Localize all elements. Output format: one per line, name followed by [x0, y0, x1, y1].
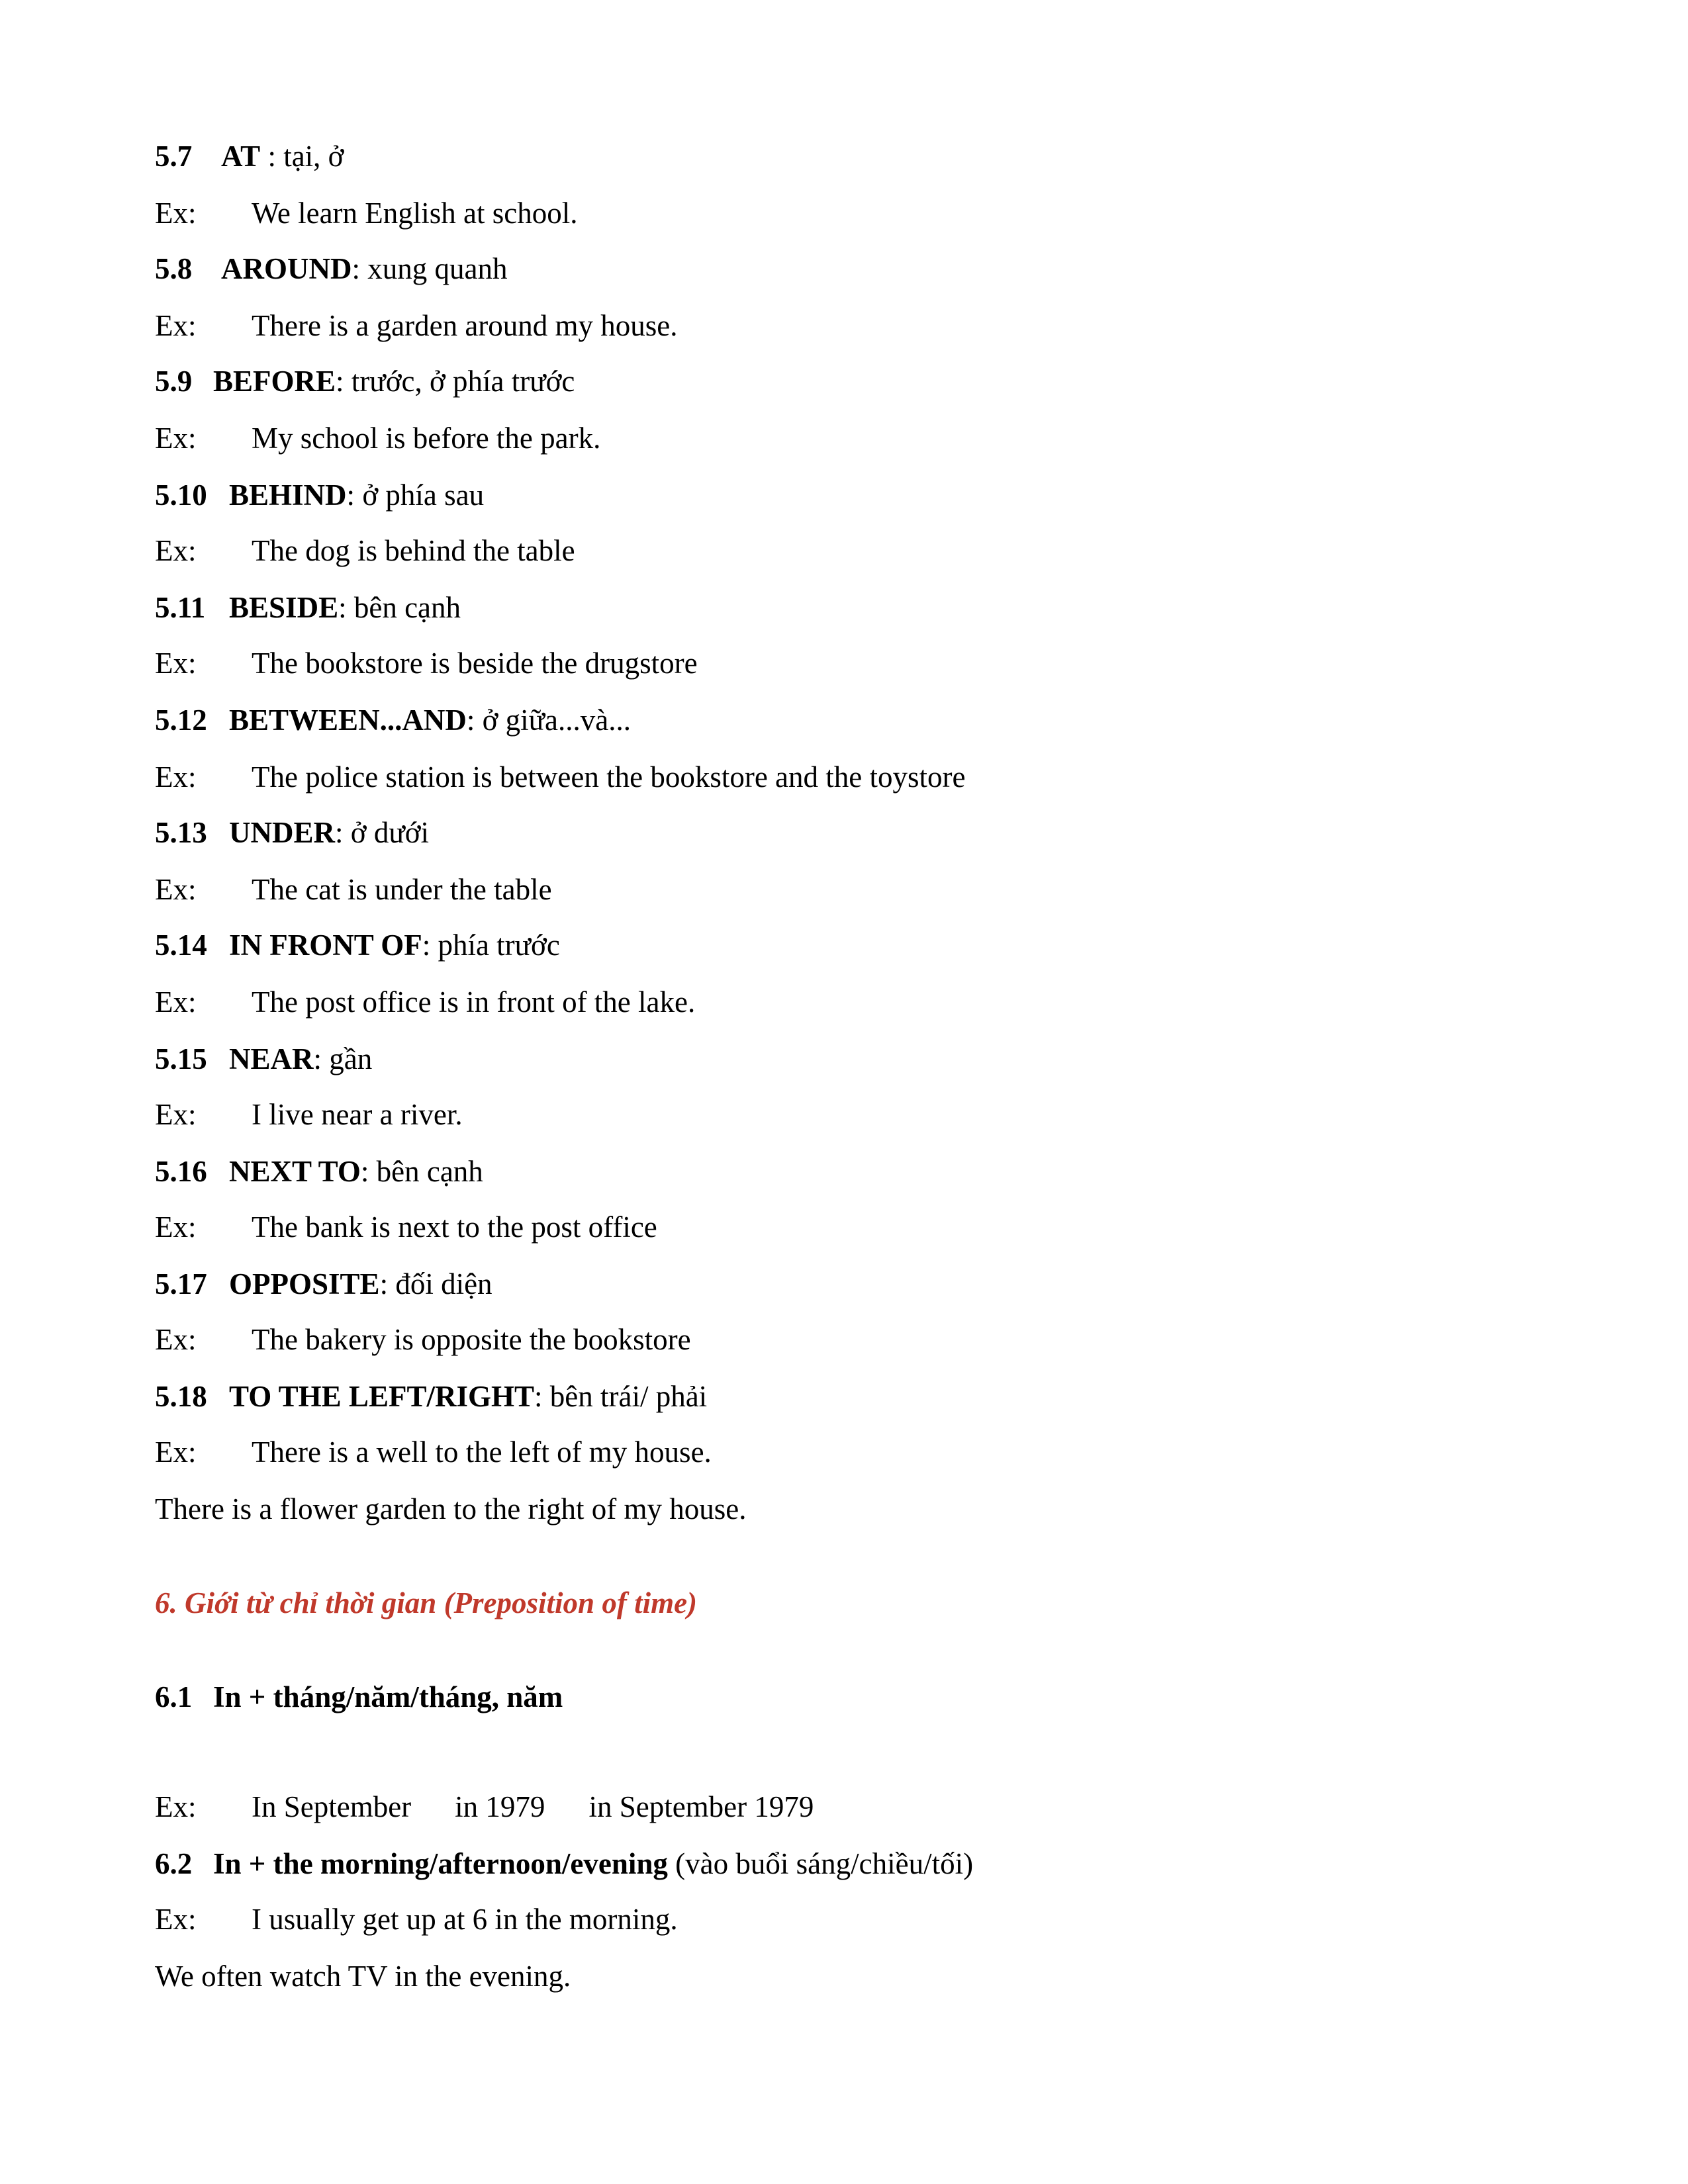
entry-number: 5.16	[155, 1155, 207, 1188]
ex-label: Ex:	[155, 309, 197, 342]
entry-number: 5.17	[155, 1267, 207, 1300]
entry-example-5-15	[155, 1096, 463, 1133]
example-text: The bookstore is beside the drugstore	[252, 647, 698, 680]
entry-separator: :	[352, 252, 368, 285]
example-text: The police station is between the bookstore and the toystore	[252, 760, 966, 794]
entry-term: NEAR	[229, 1042, 314, 1075]
entry-example-5-18	[155, 1433, 712, 1471]
entry-heading-5-8	[155, 250, 508, 287]
entry-example-6-2	[155, 1901, 678, 1938]
entry-meaning: (vào buổi sáng/chiều/tối)	[675, 1847, 974, 1880]
ex-label: Ex:	[155, 1435, 197, 1469]
ex-label: Ex:	[155, 1323, 197, 1356]
entry-term: OPPOSITE	[229, 1267, 380, 1300]
example-text: We learn English at school.	[252, 197, 578, 230]
entry-number: 5.10	[155, 478, 207, 512]
entry-example-5-8	[155, 307, 678, 344]
entry-heading-5-11	[155, 589, 461, 626]
entry-separator: :	[336, 365, 352, 398]
entry-example-5-17	[155, 1321, 691, 1358]
entry-separator: :	[360, 1155, 377, 1188]
entry-number: 6.1	[155, 1680, 193, 1713]
entry-term: In + tháng/năm/tháng, năm	[213, 1680, 563, 1713]
entry-number: 5.9	[155, 365, 193, 398]
example-text: I live near a river.	[252, 1098, 463, 1131]
example-text: The post office is in front of the lake.	[252, 985, 696, 1019]
entry-term: TO THE LEFT/RIGHT	[229, 1380, 534, 1413]
entry-separator: :	[422, 929, 438, 962]
entry-example-6-1	[155, 1788, 814, 1825]
entry-term: AT	[221, 140, 261, 173]
entry-heading-5-15	[155, 1040, 372, 1077]
ex-label: Ex:	[155, 1790, 197, 1823]
ex-label: Ex:	[155, 1210, 197, 1244]
entry-separator: :	[534, 1380, 550, 1413]
entry-heading-5-10	[155, 477, 484, 514]
example-text: The bank is next to the post office	[252, 1210, 657, 1244]
example-text: The bakery is opposite the bookstore	[252, 1323, 691, 1356]
ex-label: Ex:	[155, 422, 197, 455]
entry-example-5-11	[155, 645, 698, 682]
entry-number: 5.15	[155, 1042, 207, 1075]
entry-meaning: phía trước	[438, 929, 560, 962]
entry-separator: :	[260, 140, 284, 173]
example-text: The dog is behind the table	[252, 534, 575, 567]
entry-example-5-14	[155, 983, 695, 1021]
entry-heading-5-17	[155, 1265, 492, 1302]
entry-example-5-12	[155, 758, 965, 796]
entry-term: BEFORE	[213, 365, 336, 398]
example-text: There is a well to the left of my house.	[252, 1435, 712, 1469]
entry-meaning: đối diện	[395, 1267, 492, 1300]
ex-label: Ex:	[155, 985, 197, 1019]
entry-term: BEHIND	[229, 478, 347, 512]
example-text: The cat is under the table	[252, 873, 552, 906]
entry-example-5-9	[155, 420, 600, 457]
entry-term: UNDER	[229, 816, 336, 849]
entry-term: IN FRONT OF	[229, 929, 422, 962]
entry-separator: :	[379, 1267, 396, 1300]
entry-term: In + the morning/afternoon/evening	[213, 1847, 668, 1880]
entry-number: 5.14	[155, 929, 207, 962]
entry-meaning: ở dưới	[350, 816, 430, 849]
entry-term: NEXT TO	[229, 1155, 361, 1188]
entry-separator: :	[313, 1042, 330, 1075]
entry-heading-6-1	[155, 1678, 563, 1715]
entry-number: 5.8	[155, 252, 193, 285]
entry-term: AROUND	[221, 252, 352, 285]
entry-meaning: ở giữa...và...	[482, 704, 631, 737]
entry-number: 5.11	[155, 591, 206, 624]
entry-example-5-16	[155, 1208, 657, 1246]
entry-example-5-13	[155, 871, 552, 908]
entry-number: 6.2	[155, 1847, 193, 1880]
entry-separator: :	[335, 816, 351, 849]
entry-term: BETWEEN...AND	[229, 704, 467, 737]
entry-heading-5-16	[155, 1153, 483, 1190]
ex-label: Ex:	[155, 760, 197, 794]
ex-label: Ex:	[155, 197, 197, 230]
entry-number: 5.12	[155, 704, 207, 737]
ex-label: Ex:	[155, 647, 197, 680]
example-text: I usually get up at 6 in the morning.	[252, 1903, 678, 1936]
example-text: in 1979	[455, 1790, 545, 1823]
entry-meaning: xung quanh	[367, 252, 508, 285]
entry-extra-line-5-18: There is a flower garden to the right of my house.	[155, 1492, 747, 1525]
entry-heading-5-7	[155, 138, 344, 175]
entry-separator: :	[466, 704, 483, 737]
entry-meaning: bên trái/ phải	[549, 1380, 708, 1413]
entry-meaning: gần	[329, 1042, 373, 1075]
entry-heading-5-12	[155, 702, 631, 739]
example-text: in September 1979	[588, 1790, 814, 1823]
entry-separator: :	[346, 478, 363, 512]
entry-meaning: trước, ở phía trước	[351, 365, 575, 398]
entry-extra-line-6-2: We often watch TV in the evening.	[155, 1960, 571, 1993]
example-text: In September	[252, 1790, 412, 1823]
entry-heading-5-13	[155, 814, 429, 851]
entry-heading-5-9	[155, 363, 575, 400]
entry-meaning: bên cạnh	[376, 1155, 483, 1188]
entry-number: 5.7	[155, 140, 193, 173]
entry-heading-5-18	[155, 1378, 707, 1415]
ex-label: Ex:	[155, 1098, 197, 1131]
section-heading: 6. Giới từ chỉ thời gian (Preposition of time)	[155, 1586, 698, 1619]
entry-separator: :	[338, 591, 354, 624]
example-text: There is a garden around my house.	[252, 309, 678, 342]
entry-term: BESIDE	[229, 591, 339, 624]
entry-heading-6-2	[155, 1845, 973, 1882]
example-text: My school is before the park.	[252, 422, 601, 455]
ex-label: Ex:	[155, 1903, 197, 1936]
ex-label: Ex:	[155, 873, 197, 906]
entry-example-5-7	[155, 195, 578, 232]
entry-meaning: ở phía sau	[362, 478, 485, 512]
ex-label: Ex:	[155, 534, 197, 567]
entry-heading-5-14	[155, 927, 560, 964]
entry-number: 5.13	[155, 816, 207, 849]
entry-meaning: tại, ở	[283, 140, 344, 173]
entry-meaning: bên cạnh	[353, 591, 461, 624]
entry-number: 5.18	[155, 1380, 207, 1413]
entry-example-5-10	[155, 532, 575, 569]
